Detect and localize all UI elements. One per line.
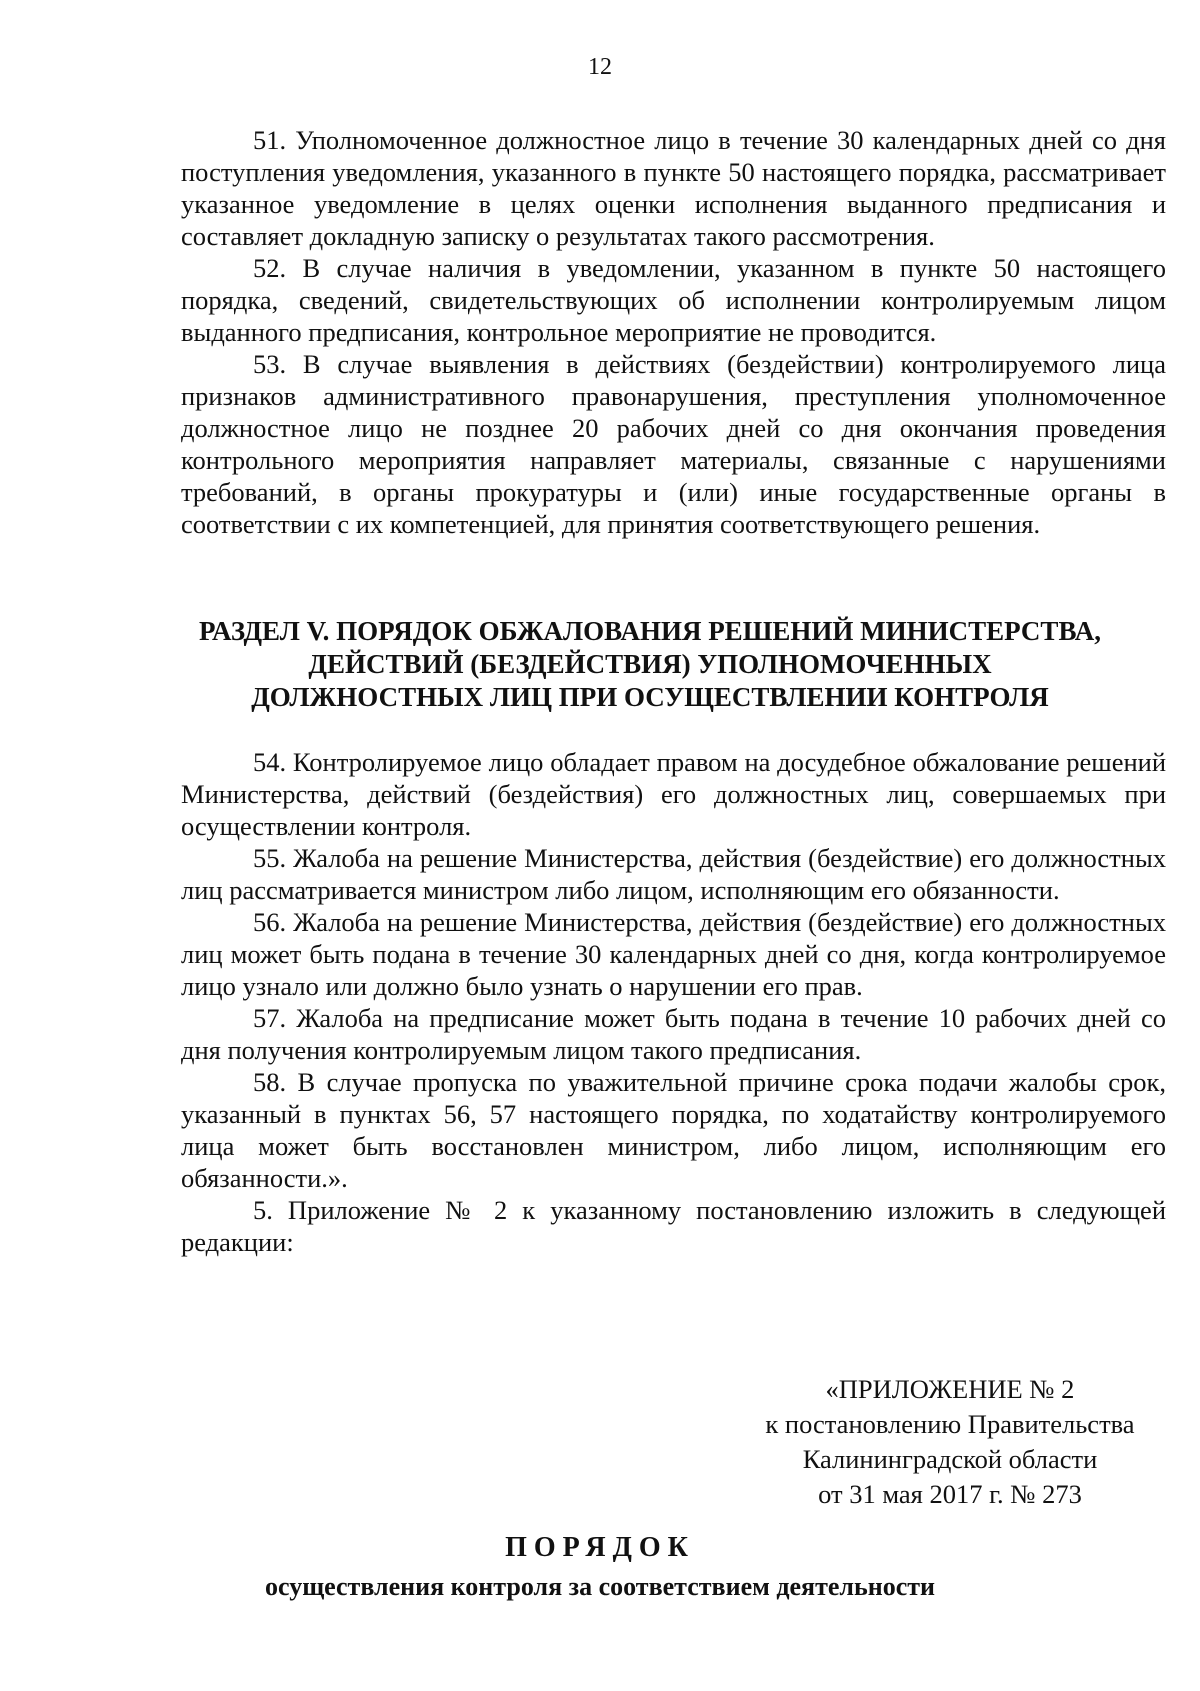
paragraph-55: 55. Жалоба на решение Министерства, действия (бездействие) его должностных лиц рассматривается министром либо лицом, исполняющим его обязанности. bbox=[181, 843, 1166, 905]
appendix-reference-line-4: от 31 мая 2017 г. № 273 bbox=[818, 1479, 1082, 1509]
paragraphs-before-heading bbox=[181, 124, 1166, 540]
document-subtitle: осуществления контроля за соответствием деятельности bbox=[265, 1572, 935, 1601]
paragraph-52: 52. В случае наличия в уведомлении, указанном в пункте 50 настоящего порядка, сведений, свидетельствующих об исполнении контролируемым лицом выданного предписания, контрольное мероприятие не проводится. bbox=[181, 253, 1166, 347]
section-heading-line-2: ДЕЙСТВИЙ (БЕЗДЕЙСТВИЯ) УПОЛНОМОЧЕННЫХ bbox=[308, 649, 992, 679]
appendix-reference bbox=[720, 1372, 1180, 1512]
paragraph-5-amendment: 5. Приложение № 2 к указанному постановлению изложить в следующей редакции: bbox=[181, 1195, 1166, 1257]
paragraph-57: 57. Жалоба на предписание может быть подана в течение 10 рабочих дней со дня получения контролируемым лицом такого предписания. bbox=[181, 1003, 1166, 1065]
appendix-reference-line-1: «ПРИЛОЖЕНИЕ № 2 bbox=[825, 1374, 1075, 1404]
paragraph-54: 54. Контролируемое лицо обладает правом на досудебное обжалование решений Министерства, действий (бездействия) его должностных лиц, совершаемых при осуществлении контроля. bbox=[181, 747, 1166, 841]
section-heading-line-1: РАЗДЕЛ V. ПОРЯДОК ОБЖАЛОВАНИЯ РЕШЕНИЙ МИНИСТЕРСТВА, bbox=[199, 616, 1101, 646]
paragraph-56: 56. Жалоба на решение Министерства, действия (бездействие) его должностных лиц может быть подана в течение 30 календарных дней со дня, когда контролируемое лицо узнало или должно было узнать о нарушении его прав. bbox=[181, 907, 1166, 1001]
section-heading-line-3: ДОЛЖНОСТНЫХ ЛИЦ ПРИ ОСУЩЕСТВЛЕНИИ КОНТРОЛЯ bbox=[251, 682, 1049, 712]
paragraph-53: 53. В случае выявления в действиях (бездействии) контролируемого лица признаков административного правонарушения, преступления уполномоченное должностное лицо не позднее 20 рабочих дней со дня окончания проведения контрольного мероприятия направляет материалы, связанные с нарушениями требований, в органы прокуратуры и (или) иные государственные органы в соответствии с их компетенцией, для принятия соответствующего решения. bbox=[181, 349, 1166, 539]
paragraphs-after-heading bbox=[181, 746, 1166, 1258]
document-title: ПОРЯДОК bbox=[505, 1532, 695, 1563]
paragraph-51: 51. Уполномоченное должностное лицо в течение 30 календарных дней со дня поступления уведомления, указанного в пункте 50 настоящего порядка, рассматривает указанное уведомление в целях оценки исполнения выданного предписания и составляет докладную записку о результатах такого рассмотрения. bbox=[181, 125, 1166, 251]
page-number: 12 bbox=[588, 54, 612, 80]
section-heading bbox=[150, 615, 1150, 714]
appendix-reference-line-3: Калининградской области bbox=[802, 1444, 1098, 1474]
appendix-reference-line-2: к постановлению Правительства bbox=[765, 1409, 1135, 1439]
paragraph-58: 58. В случае пропуска по уважительной причине срока подачи жалобы срок, указанный в пунктах 56, 57 настоящего порядка, по ходатайству контролируемого лица может быть восстановлен министром, либо лицом, исполняющим его обязанности.». bbox=[181, 1067, 1166, 1193]
